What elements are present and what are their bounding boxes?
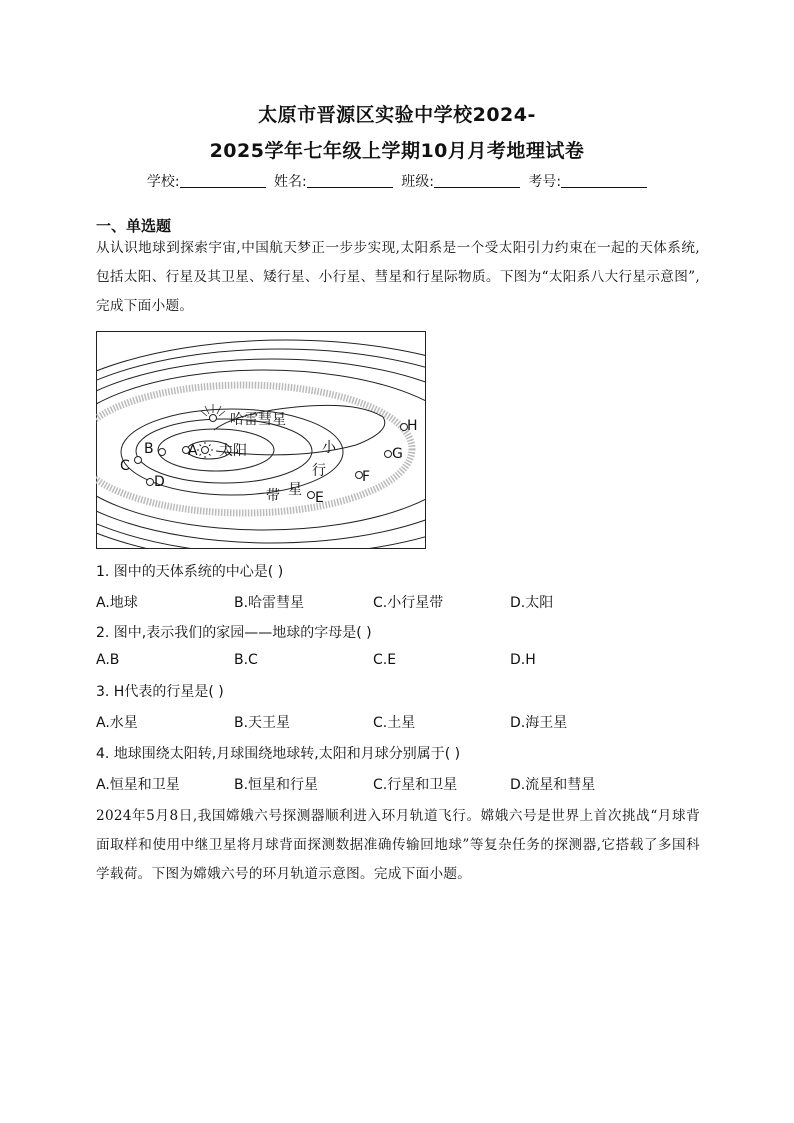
question-2-stem: 2. 图中,表示我们的家园——地球的字母是( ) bbox=[96, 625, 372, 641]
exam-number-blank[interactable] bbox=[561, 173, 647, 188]
student-info-row bbox=[0, 171, 794, 191]
q1-option-b[interactable]: B.哈雷彗星 bbox=[234, 595, 305, 611]
q3-option-a[interactable]: A.水星 bbox=[96, 715, 138, 731]
closing-paragraph: 2024年5月8日,我国嫦娥六号探测器顺利进入环月轨道飞行。嫦娥六号是世界上首次挑战“月球背面取样和使用中继卫星将月球背面探测数据准确传输回地球”等复杂任务的探测器,它搭载了多国科学载荷。下图为嫦娥六号的环月轨道示意图。完成下面小题。 bbox=[96, 808, 700, 882]
label-belt-xiao: 小 bbox=[322, 440, 336, 456]
intro-paragraph: 从认识地球到探索宇宙,中国航天梦正一步步实现,太阳系是一个受太阳引力约束在一起的天体系统,包括太阳、行星及其卫星、矮行星、小行星、彗星和行星际物质。下图为“太阳系八大行星示意图”,完成下面小题。 bbox=[96, 240, 700, 314]
question-1-stem: 1. 图中的天体系统的中心是( ) bbox=[96, 564, 284, 580]
class-label: 班级: bbox=[401, 174, 434, 190]
label-belt-dai: 带 bbox=[266, 488, 280, 504]
q2-option-a[interactable]: A.B bbox=[96, 652, 120, 668]
planet-c bbox=[135, 457, 142, 464]
school-label: 学校: bbox=[146, 174, 180, 190]
label-h: H bbox=[407, 418, 418, 434]
q3-option-b[interactable]: B.天王星 bbox=[234, 715, 291, 731]
q4-option-a[interactable]: A.恒星和卫星 bbox=[96, 777, 180, 793]
q2-option-b[interactable]: B.C bbox=[234, 652, 258, 668]
label-d: D bbox=[154, 474, 165, 490]
label-g: G bbox=[392, 446, 403, 462]
school-blank[interactable] bbox=[180, 173, 266, 188]
name-blank[interactable] bbox=[307, 173, 393, 188]
question-4-stem: 4. 地球围绕太阳转,月球围绕地球转,太阳和月球分别属于( ) bbox=[96, 746, 461, 762]
q1-option-d[interactable]: D.太阳 bbox=[510, 595, 554, 611]
exam-title-line2: 2025学年七年级上学期10月月考地理试卷 bbox=[209, 140, 585, 162]
planet-e bbox=[308, 492, 315, 499]
class-blank[interactable] bbox=[434, 173, 520, 188]
label-sun: 太阳 bbox=[219, 443, 247, 459]
planet-g bbox=[385, 451, 392, 458]
label-b: B bbox=[144, 441, 154, 457]
exam-title-line1: 太原市晋源区实验中学校2024- bbox=[258, 104, 536, 126]
label-c: C bbox=[120, 458, 130, 474]
label-halley: 哈雷彗星 bbox=[230, 412, 286, 428]
q4-option-c[interactable]: C.行星和卫星 bbox=[373, 777, 458, 793]
label-belt-xing2: 星 bbox=[288, 482, 302, 498]
section-title: 一、单选题 bbox=[96, 217, 172, 235]
planet-b bbox=[159, 449, 166, 456]
q2-option-d[interactable]: D.H bbox=[510, 652, 536, 668]
q3-option-c[interactable]: C.土星 bbox=[373, 715, 416, 731]
q1-option-c[interactable]: C.小行星带 bbox=[373, 595, 444, 611]
label-f: F bbox=[362, 469, 371, 485]
q1-option-a[interactable]: A.地球 bbox=[96, 595, 138, 611]
name-label: 姓名: bbox=[274, 174, 307, 190]
label-a: A bbox=[188, 443, 198, 459]
q4-option-b[interactable]: B.恒星和行星 bbox=[234, 777, 319, 793]
q3-option-d[interactable]: D.海王星 bbox=[510, 715, 568, 731]
exam-number-label: 考号: bbox=[528, 174, 562, 190]
label-belt-xing: 行 bbox=[312, 463, 326, 479]
label-e: E bbox=[315, 490, 324, 506]
solar-system-diagram bbox=[96, 331, 426, 549]
q4-option-d[interactable]: D.流星和彗星 bbox=[510, 777, 596, 793]
planet-d bbox=[147, 479, 154, 486]
q2-option-c[interactable]: C.E bbox=[373, 652, 397, 668]
question-3-stem: 3. H代表的行星是( ) bbox=[96, 684, 224, 700]
